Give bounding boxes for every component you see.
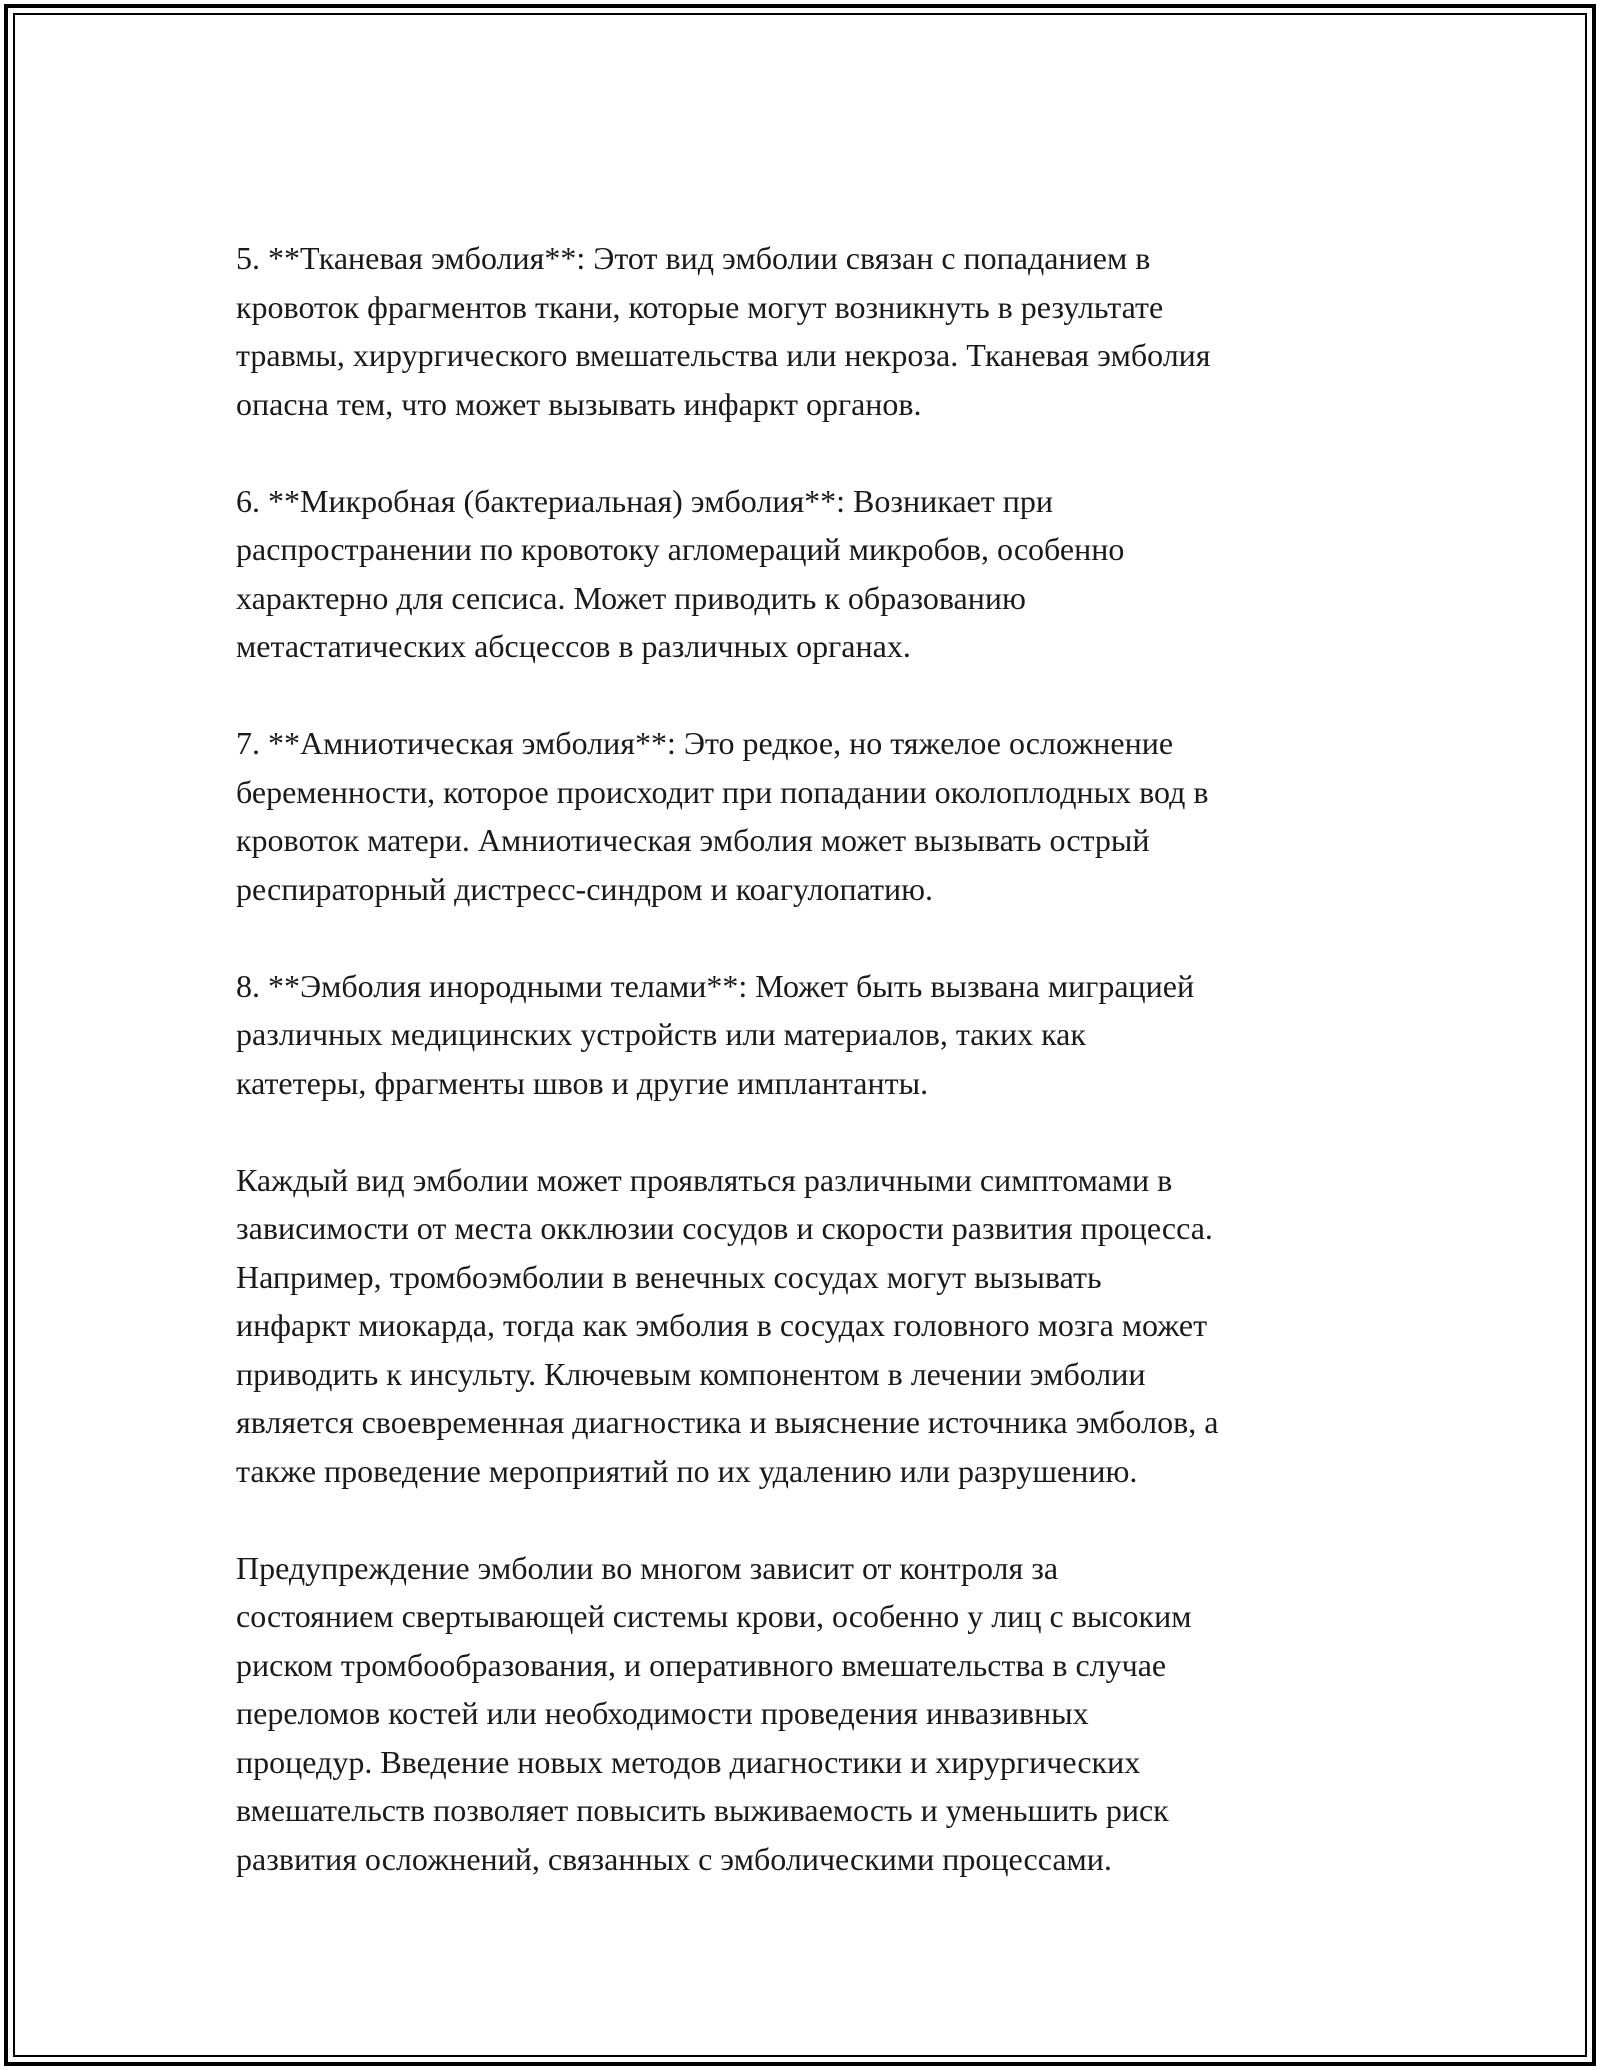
- paragraph-amniotic-embolism: 7. **Амниотическая эмболия**: Это редкое, но тяжелое осложнение беременности, которое происходит при попадании околоплодных вод в кровоток матери. Амниотическая эмболия может вызывать острый респираторный дистресс-синдром и коагулопатию.: [236, 725, 1209, 907]
- paragraph-microbial-embolism: 6. **Микробная (бактериальная) эмболия**: Возникает при распространении по кровотоку агломераций микробов, особенно характерно для сепсиса. Может приводить к образованию метастатических абсцессов в различных органах.: [236, 482, 1125, 664]
- paragraph-foreign-body-embolism: 8. **Эмболия инородными телами**: Может быть вызвана миграцией различных медицинских устройств или материалов, таких как катетеры, фрагменты швов и другие имплантанты.: [236, 967, 1195, 1101]
- document-body: [236, 234, 1386, 1883]
- paragraph-tissue-embolism: 5. **Тканевая эмболия**: Этот вид эмболии связан с попаданием в кровоток фрагментов ткани, которые могут возникнуть в результате травмы, хирургического вмешательства или некроза. Тканевая эмболия опасна тем, что может вызывать инфаркт органов.: [236, 240, 1211, 422]
- paragraph-prevention-summary: Предупреждение эмболии во многом зависит от контроля за состоянием свертывающей системы крови, особенно у лиц с высоким риском тромбообразования, и оперативного вмешательства в случае переломов костей или необходимости проведения инвазивных процедур. Введение новых методов диагностики и хирургических вмешательств позволяет повысить выживаемость и уменьшить риск развития осложнений, связанных с эмболическими процессами.: [236, 1549, 1192, 1877]
- paragraph-symptoms-summary: Каждый вид эмболии может проявляться различными симптомами в зависимости от места окклюзии сосудов и скорости развития процесса. Например, тромбоэмболии в венечных сосудах могут вызывать инфаркт миокарда, тогда как эмболия в сосудах головного мозга может приводить к инсульту. Ключевым компонентом в лечении эмболии является своевременная диагностика и выяснение источника эмболов, а также проведение мероприятий по их удалению или разрушению.: [236, 1161, 1219, 1489]
